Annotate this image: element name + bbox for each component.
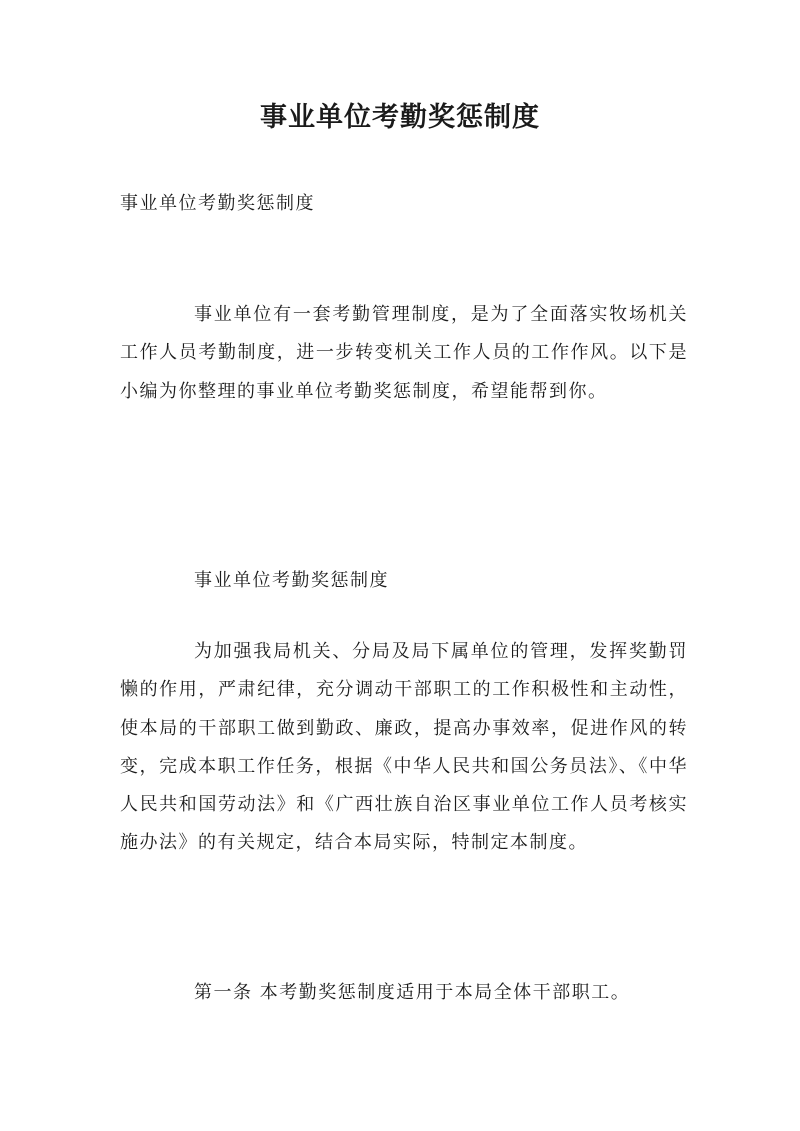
document-title: 事业单位考勤奖惩制度 xyxy=(260,102,540,133)
purpose-paragraph: 为加强我局机关、分局及局下属单位的管理，发挥奖勤罚懒的作用，严肃纪律，充分调动干部职工的工作积极性和主动性，使本局的干部职工做到勤政、廉政，提高办事效率，促进作风的转变，完成本职工作任务，根据《中华人民共和国公务员法》、《中华人民共和国劳动法》和《广西壮族自治区事业单位工作人员考核实施办法》的有关规定，结合本局实际，特制定本制度。 xyxy=(120,641,688,854)
intro-paragraph: 事业单位有一套考勤管理制度，是为了全面落实牧场机关工作人员考勤制度，进一步转变机关工作人员的工作作风。以下是小编为你整理的事业单位考勤奖惩制度，希望能帮到你。 xyxy=(120,304,688,402)
section-heading: 事业单位考勤奖惩制度 xyxy=(194,570,389,591)
article-1-paragraph: 第一条 本考勤奖惩制度适用于本局全体干部职工。 xyxy=(194,982,631,1003)
document-subtitle: 事业单位考勤奖惩制度 xyxy=(120,193,315,214)
